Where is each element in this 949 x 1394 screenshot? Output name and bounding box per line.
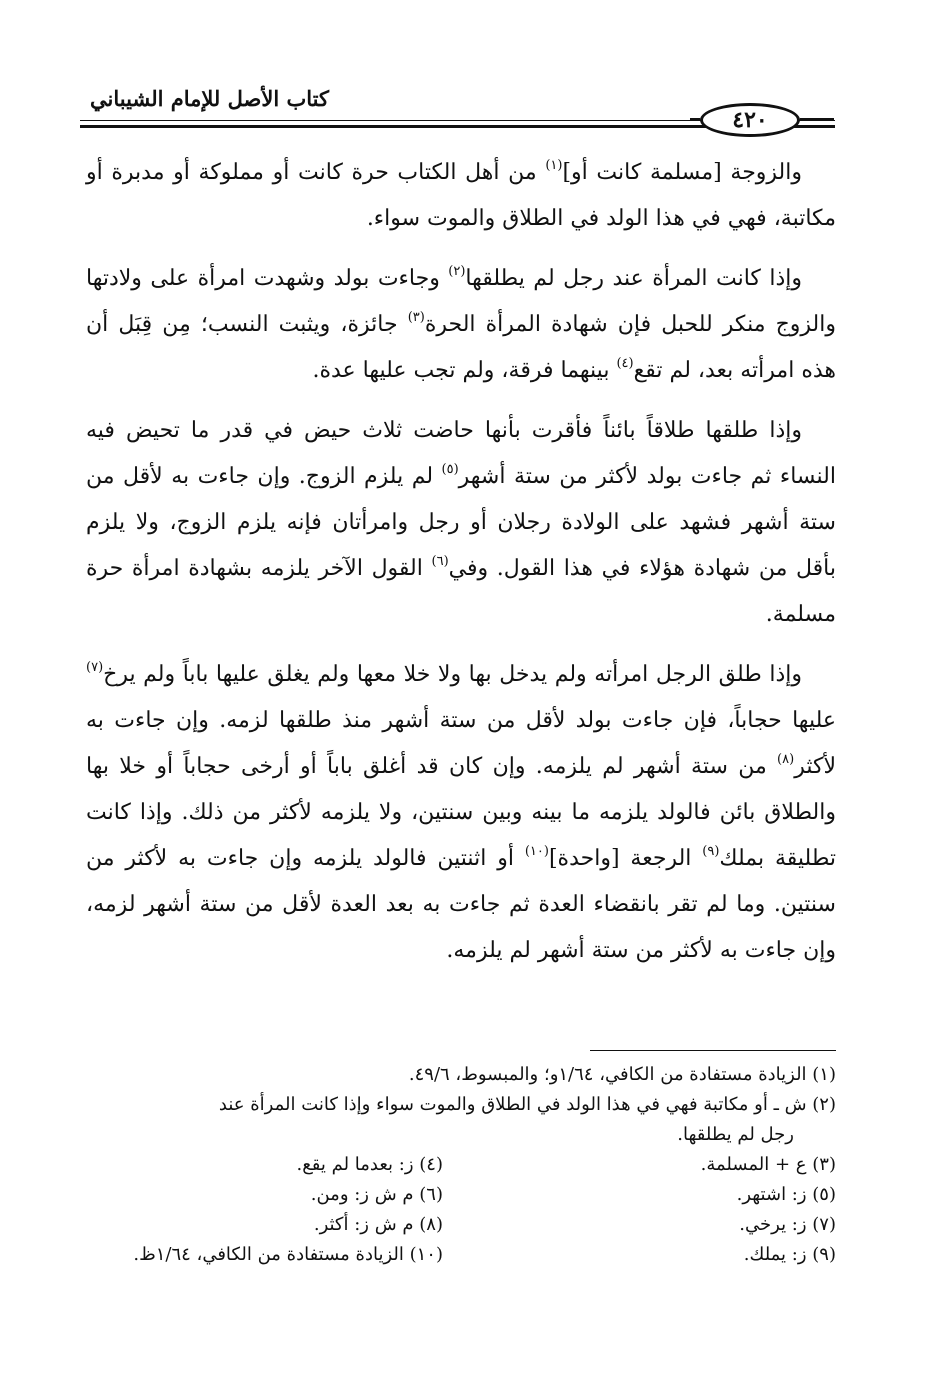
footnote-1: (١) الزيادة مستفادة من الكافي، ١/٦٤و؛ والمبسوط، ٤٩/٦. bbox=[408, 1064, 836, 1085]
footnote-5: (٥) ز: اشتهر. bbox=[736, 1184, 836, 1205]
paragraph-1 bbox=[86, 150, 836, 242]
paragraph-2 bbox=[86, 256, 836, 394]
badge-connector-left bbox=[690, 118, 700, 120]
footnote-ref: (٧) bbox=[86, 660, 104, 675]
footnote-8: (٨) م ش ز: أكثر. bbox=[313, 1214, 443, 1235]
footnote-ref: (٦) bbox=[431, 554, 449, 569]
text-run: من ستة أشهر لم يلزمه. وإن كان قد أغلق باباً أو أرخى حجاباً أو خلا بها والطلاق بائن فالولد يلزمه ما بينه وبين سنتين، ولا يلزمه لأكثر من ذلك. وإذا كانت تطليقة بملك bbox=[86, 754, 836, 871]
footnote-ref: (٥) bbox=[441, 462, 459, 477]
paragraph-4 bbox=[86, 652, 836, 974]
badge-connector-right bbox=[800, 118, 834, 120]
footnote-10: (١٠) الزيادة مستفادة من الكافي، ١/٦٤ظ. bbox=[133, 1244, 443, 1265]
footnote-ref: (٩) bbox=[702, 844, 720, 859]
footnote-ref: (١٠) bbox=[524, 844, 549, 859]
footnote-ref: (٤) bbox=[616, 356, 634, 371]
page-number: ٤٢٠ bbox=[732, 107, 768, 133]
footnote-ref: (٢) bbox=[448, 264, 466, 279]
footnote-9: (٩) ز: يملك. bbox=[743, 1244, 836, 1265]
text-run: وإذا كانت المرأة عند رجل لم يطلقها bbox=[465, 266, 802, 291]
footnote-6: (٦) م ش ز: ومن. bbox=[310, 1184, 443, 1205]
footnote-column-right bbox=[463, 1150, 836, 1270]
text-run: لم يلزم الزوج. وإن جاءت به لأقل من ستة أشهر فشهد على الولادة رجلان أو رجل وامرأتان فإنه يلزم الزوج، ولا يلزم بأقل من شهادة هؤلاء في هذا القول. وفي bbox=[86, 464, 837, 581]
text-run: وجاءت بولد وشهدت امرأة على ولادتها والزوج منكر للحبل فإن شهادة المرأة الحرة bbox=[86, 266, 836, 337]
running-header-title: كتاب الأصل للإمام الشيباني bbox=[90, 86, 329, 111]
text-run: وإذا طلقها طلاقاً بائناً فأقرت بأنها حاضت ثلاث حيض في قدر ما تحيض فيه النساء ثم جاءت بولد لأكثر من ستة أشهر bbox=[86, 418, 836, 489]
text-run: وإذا طلق الرجل امرأته ولم يدخل بها ولا خلا معها ولم يغلق عليها باباً ولم يرخ bbox=[103, 662, 802, 687]
paragraph-3 bbox=[86, 408, 836, 638]
text-run: القول الآخر يلزمه بشهادة امرأة حرة مسلمة. bbox=[86, 556, 836, 627]
footnote-ref: (٣) bbox=[407, 310, 425, 325]
text-run: عليها حجاباً، فإن جاءت بولد لأقل من ستة أشهر منذ طلقها لزمه. وإن جاءت به لأكثر bbox=[86, 708, 836, 779]
footnote-column-left bbox=[90, 1150, 463, 1270]
text-run: بينهما فرقة، ولم تجب عليها عدة. bbox=[312, 358, 617, 383]
footnote-7: (٧) ز: يرخي. bbox=[739, 1214, 836, 1235]
footnote-ref: (٨) bbox=[777, 752, 795, 767]
footnote-2-continued: رجل لم يطلقها. bbox=[677, 1124, 794, 1145]
footnote-separator bbox=[590, 1050, 836, 1051]
footnote-4: (٤) ز: بعدما لم يقع. bbox=[296, 1154, 443, 1175]
text-run: جائزة، ويثبت النسب؛ مِن قِبَل أن هذه امرأته بعد، لم تقع bbox=[86, 312, 836, 383]
footnote-3: (٣) ع + المسلمة. bbox=[700, 1154, 836, 1175]
text-run: من أهل الكتاب حرة كانت أو مملوكة أو مدبرة أو مكاتبة، فهي في هذا الولد في الطلاق والموت سواء. bbox=[86, 160, 836, 231]
footnote-ref: (١) bbox=[545, 158, 563, 173]
page-number-badge bbox=[700, 103, 800, 137]
text-run: الرجعة [واحدة] bbox=[548, 846, 703, 871]
footnote-2: (٢) ش ـ أو مكاتبة فهي في هذا الولد في الطلاق والموت سواء وإذا كانت المرأة عند bbox=[218, 1094, 836, 1115]
text-run: والزوجة [مسلمة كانت أو] bbox=[562, 160, 802, 185]
text-run: أو اثنتين فالولد يلزمه وإن جاءت به لأكثر من سنتين. وما لم تقر بانقضاء العدة ثم جاءت به بعد العدة لأقل من ستة أشهر لزمه، وإن جاءت به لأكثر من ستة أشهر لم يلزمه. bbox=[86, 846, 836, 963]
footnote-grid bbox=[90, 1150, 836, 1270]
body-text bbox=[86, 150, 836, 988]
footnotes bbox=[90, 1060, 836, 1270]
